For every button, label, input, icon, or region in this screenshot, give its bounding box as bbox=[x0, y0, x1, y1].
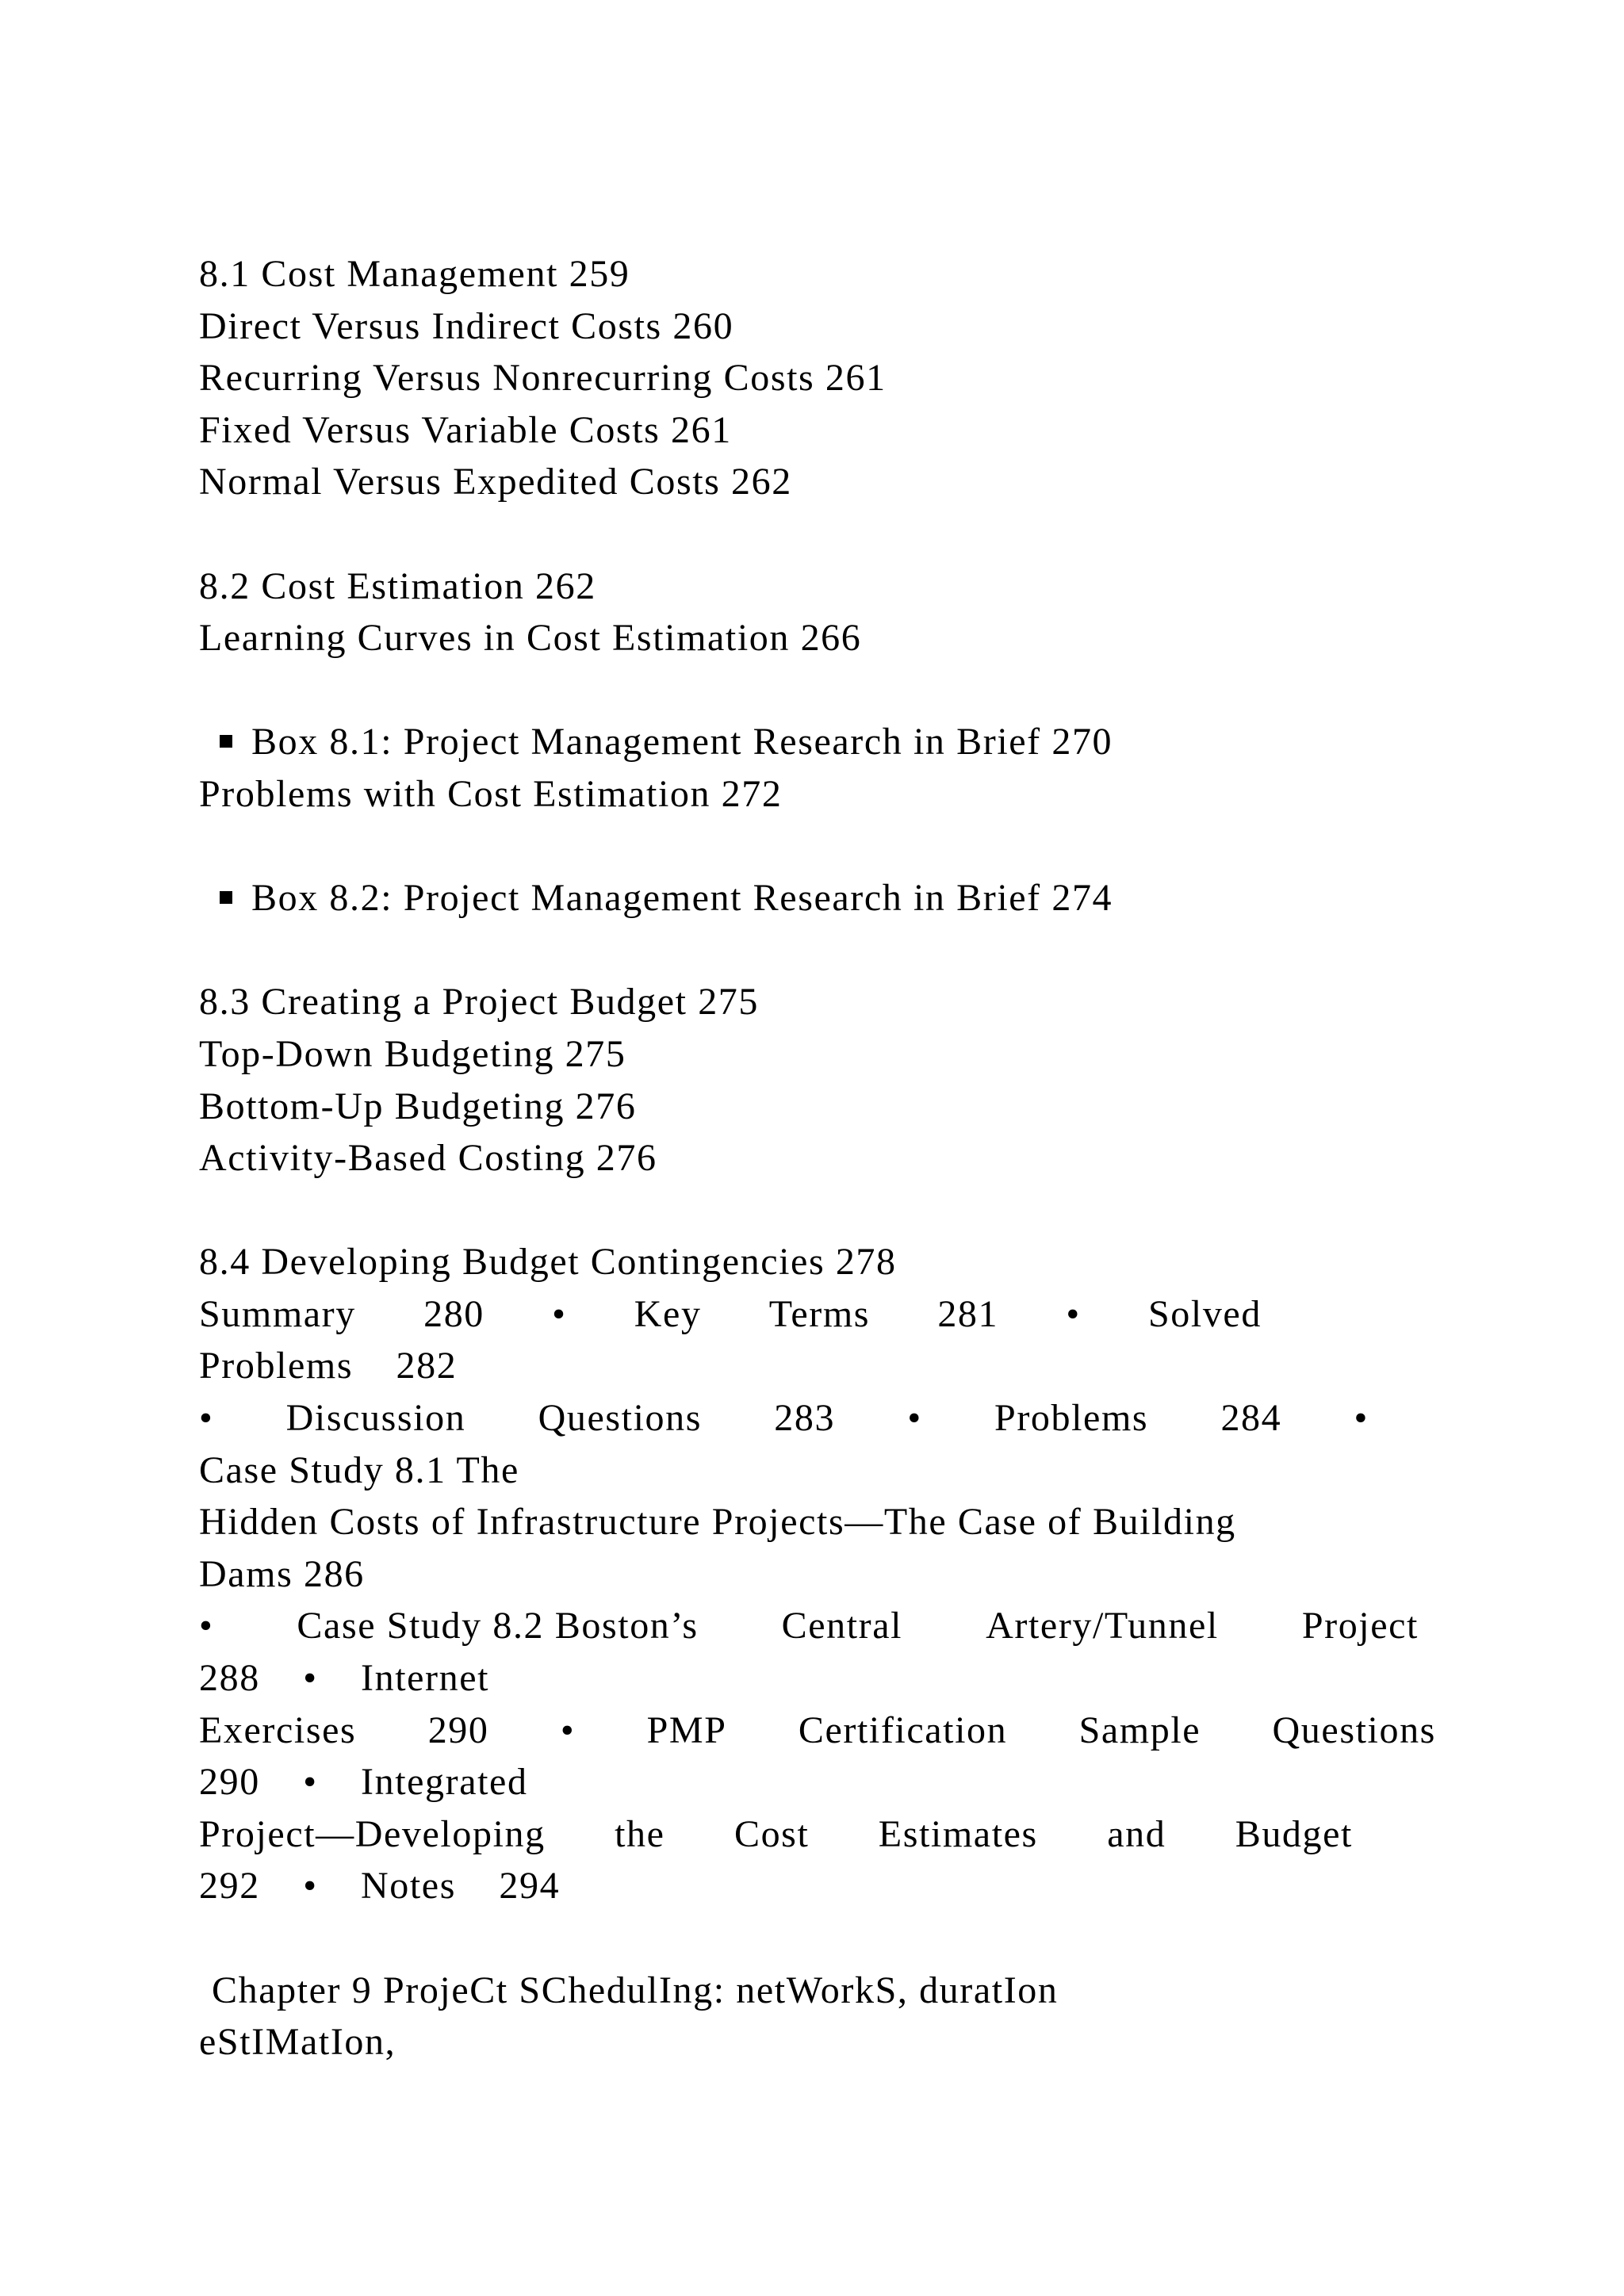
toc-item: Top-Down Budgeting 275 bbox=[199, 1032, 626, 1075]
square-bullet-icon bbox=[220, 891, 232, 904]
end-matter-line-12: 292 • Notes 294 bbox=[199, 1865, 561, 1908]
spacer bbox=[199, 1184, 1436, 1237]
spacer bbox=[199, 664, 1436, 717]
end-matter-line-1: Summary 280 • Key Terms 281 • Solved bbox=[199, 1292, 1262, 1335]
section-heading-8-2: 8.2 Cost Estimation 262 bbox=[199, 564, 596, 607]
end-matter-line-9: Exercises 290 • PMP Certification Sample Questions bbox=[199, 1709, 1436, 1751]
spacer bbox=[199, 821, 1436, 873]
section-heading-8-1: 8.1 Cost Management 259 bbox=[199, 253, 630, 295]
table-of-contents bbox=[199, 248, 1436, 2068]
section-heading-8-3: 8.3 Creating a Project Budget 275 bbox=[199, 981, 760, 1024]
end-matter-line-8: 288 • Internet bbox=[199, 1657, 490, 1700]
box-entry-label: Box 8.2: Project Management Research in Brief 274 bbox=[251, 877, 1113, 920]
spacer bbox=[199, 508, 1436, 561]
toc-item: Direct Versus Indirect Costs 260 bbox=[199, 304, 734, 347]
end-matter-line-7: • Case Study 8.2 Boston’s Central Artery/Tunnel Project bbox=[199, 1605, 1419, 1647]
end-matter-line-10: 290 • Integrated bbox=[199, 1761, 528, 1804]
square-bullet-icon bbox=[220, 735, 232, 748]
end-matter-line-5: Hidden Costs of Infrastructure Projects—The Case of Building bbox=[199, 1501, 1236, 1544]
end-matter-line-6: Dams 286 bbox=[199, 1552, 365, 1595]
end-matter-line-11: Project—Developing the Cost Estimates and Budget bbox=[199, 1812, 1353, 1855]
toc-item: Fixed Versus Variable Costs 261 bbox=[199, 408, 732, 451]
end-matter-line-2: Problems 282 bbox=[199, 1345, 458, 1387]
toc-item: Recurring Versus Nonrecurring Costs 261 bbox=[199, 357, 887, 400]
end-matter-line-4: Case Study 8.1 The bbox=[199, 1448, 519, 1491]
toc-item: Normal Versus Expedited Costs 262 bbox=[199, 461, 792, 503]
toc-item: Activity-Based Costing 276 bbox=[199, 1137, 657, 1180]
box-entry-label: Box 8.1: Project Management Research in Brief 270 bbox=[251, 721, 1113, 763]
toc-item: Learning Curves in Cost Estimation 266 bbox=[199, 617, 862, 660]
box-entry-8-2 bbox=[199, 872, 1436, 924]
box-entry-8-1 bbox=[199, 716, 1436, 768]
spacer bbox=[199, 924, 1436, 977]
toc-item: Bottom-Up Budgeting 276 bbox=[199, 1085, 637, 1127]
end-matter-line-3: • Discussion Questions 283 • Problems 284 • bbox=[199, 1397, 1369, 1440]
chapter-9-heading: Chapter 9 ProjeCt SChedulIng: netWorkS, duratIon bbox=[212, 1969, 1059, 2011]
section-heading-8-4: 8.4 Developing Budget Contingencies 278 bbox=[199, 1241, 897, 1284]
chapter-9-heading-continued: eStIMatIon, bbox=[199, 2021, 396, 2064]
toc-item: Problems with Cost Estimation 272 bbox=[199, 772, 783, 815]
spacer bbox=[199, 1912, 1436, 1965]
